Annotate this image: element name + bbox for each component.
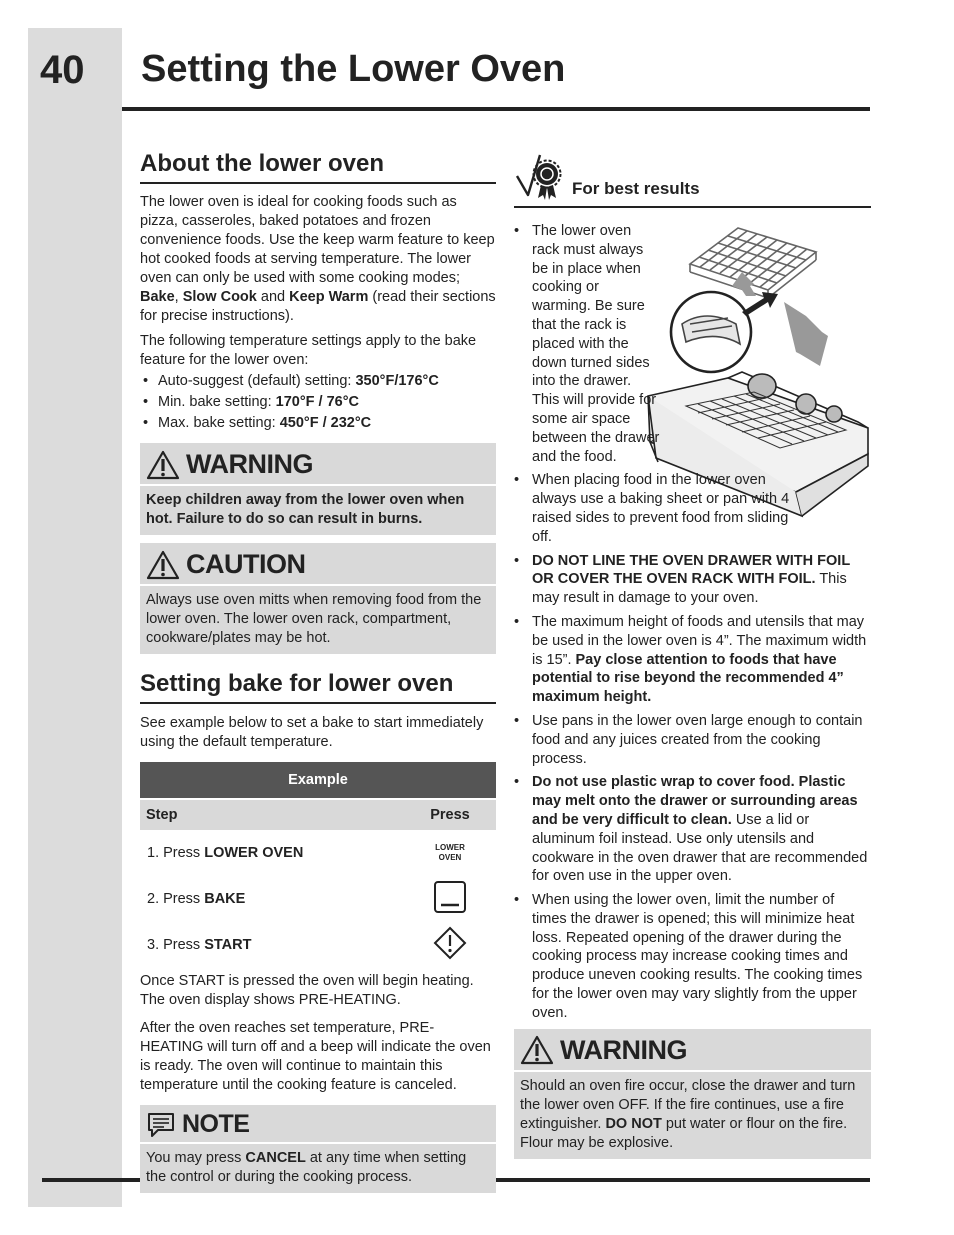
warning-triangle-icon (146, 450, 180, 480)
best-results-heading: For best results (572, 179, 700, 198)
warning-header (140, 443, 496, 486)
table-row: 3. Press START (140, 922, 496, 968)
page-number: 40 (40, 48, 85, 92)
list-item: • When using the lower oven, limit the number of times the drawer is opened; this will minimize heat loss. Repeated opening of the drawer during the cooking process may increase cooking times and produce uneven cooking results. The cooking times for the lower oven may vary slightly from the upper oven. (514, 891, 871, 1023)
col-press: Press (404, 799, 496, 830)
checkmark-rosette-icon (514, 150, 566, 202)
temp-intro: The following temperature settings apply to the bake feature for the lower oven: (140, 333, 477, 368)
warning-box-fire (514, 1029, 871, 1159)
caution-text: Always use oven mitts when removing food from the lower oven. The lower oven rack, compartment, cookware/plates may be hot. (146, 592, 482, 646)
after-paragraph: After the oven reaches set temperature, PRE-HEATING will turn off and a beep will indicate the oven is ready. The oven will continue to maintain this temperature until the cooking feature is canceled. (140, 1020, 491, 1093)
bake-key-icon (433, 880, 467, 914)
list-item: • Max. bake setting: 450°F / 232°C (140, 414, 496, 433)
page-title: Setting the Lower Oven (141, 48, 566, 90)
note-text: You may press CANCEL at any time when setting the control or during the cooking process. (146, 1150, 467, 1185)
warning-text: Should an oven fire occur, close the drawer and turn the lower oven OFF. If the fire continues, use a fire extinguisher. DO NOT put water or flour on the fire. Flour may be explosive. (520, 1077, 856, 1151)
bake-heading: Setting bake for lower oven (140, 670, 496, 704)
table-row: 2. Press BAKE (140, 876, 496, 922)
about-paragraph: The lower oven is ideal for cooking foods such as pizza, casseroles, baked potatoes and frozen convenience foods. Use the keep warm feature to keep hot cooked foods at serving temperature. The lower oven can only be used with some cooking modes; Bake, Slow Cook and Keep Warm (read their sections for precise instructions). (140, 194, 496, 324)
lower-oven-key-icon: LOWER OVEN (435, 843, 465, 862)
note-box (140, 1105, 496, 1193)
warning-text: Keep children away from the lower oven when hot. Failure to do so can result in burns. (146, 492, 465, 527)
list-item: • DO NOT LINE THE OVEN DRAWER WITH FOIL OR COVER THE OVEN RACK WITH FOIL. This may result in damage to your oven. (514, 552, 871, 608)
example-table (140, 762, 496, 968)
list-item: • The lower oven rack must always be in place when cooking or warming. Be sure that the rack is placed with the down turned sides into the drawer. This will provide for some air space between the drawer and the food. (514, 222, 660, 466)
list-item: • Use pans in the lower oven large enough to contain food and any juices created from the cooking process. (514, 712, 871, 768)
top-rule (122, 107, 870, 111)
note-label: NOTE (182, 1110, 250, 1138)
caution-label: CAUTION (186, 549, 306, 579)
table-title: Example (140, 762, 496, 799)
start-key-icon (433, 926, 467, 960)
about-heading: About the lower oven (140, 150, 496, 184)
temp-settings-list (140, 372, 496, 433)
warning-box-children (140, 443, 496, 535)
warning-header (514, 1029, 871, 1072)
best-results-list-area (514, 222, 871, 1023)
caution-header (140, 543, 496, 586)
warning-triangle-icon (520, 1035, 554, 1065)
best-results-header (514, 150, 871, 208)
list-item: • Min. bake setting: 170°F / 76°C (140, 393, 496, 412)
table-row: 1. Press LOWER OVEN LOWER OVEN (140, 830, 496, 876)
note-speech-icon (146, 1111, 176, 1139)
side-strip (28, 28, 122, 1207)
warning-label: WARNING (186, 449, 313, 479)
bake-intro: See example below to set a bake to start immediately using the default temperature. (140, 715, 484, 750)
list-item: • The maximum height of foods and utensils that may be used in the lower oven is 4”. The maximum width is 15”. Pay close attention to foods that have potential to rise beyond the recommended 4” maximum height. (514, 613, 871, 707)
warning-triangle-icon (146, 550, 180, 580)
list-item: • When placing food in the lower oven always use a baking sheet or pan with 4 raised sides to prevent food from sliding off. (514, 471, 792, 546)
caution-box (140, 543, 496, 654)
col-step: Step (140, 799, 404, 830)
table-header-row (140, 799, 496, 830)
right-column (514, 150, 871, 1159)
list-item: • Auto-suggest (default) setting: 350°F/176°C (140, 372, 496, 391)
list-item: • Do not use plastic wrap to cover food. Plastic may melt onto the drawer or surrounding areas and be very difficult to clean. Use a lid or aluminum foil instead. Use only utensils and cookware in the oven drawer that are recommended for oven use in the upper oven. (514, 773, 871, 886)
note-header (140, 1105, 496, 1144)
start-paragraph: Once START is pressed the oven will begin heating. The oven display shows PRE-HEATING. (140, 973, 474, 1008)
warning-label: WARNING (560, 1034, 687, 1065)
left-column (140, 150, 496, 1193)
